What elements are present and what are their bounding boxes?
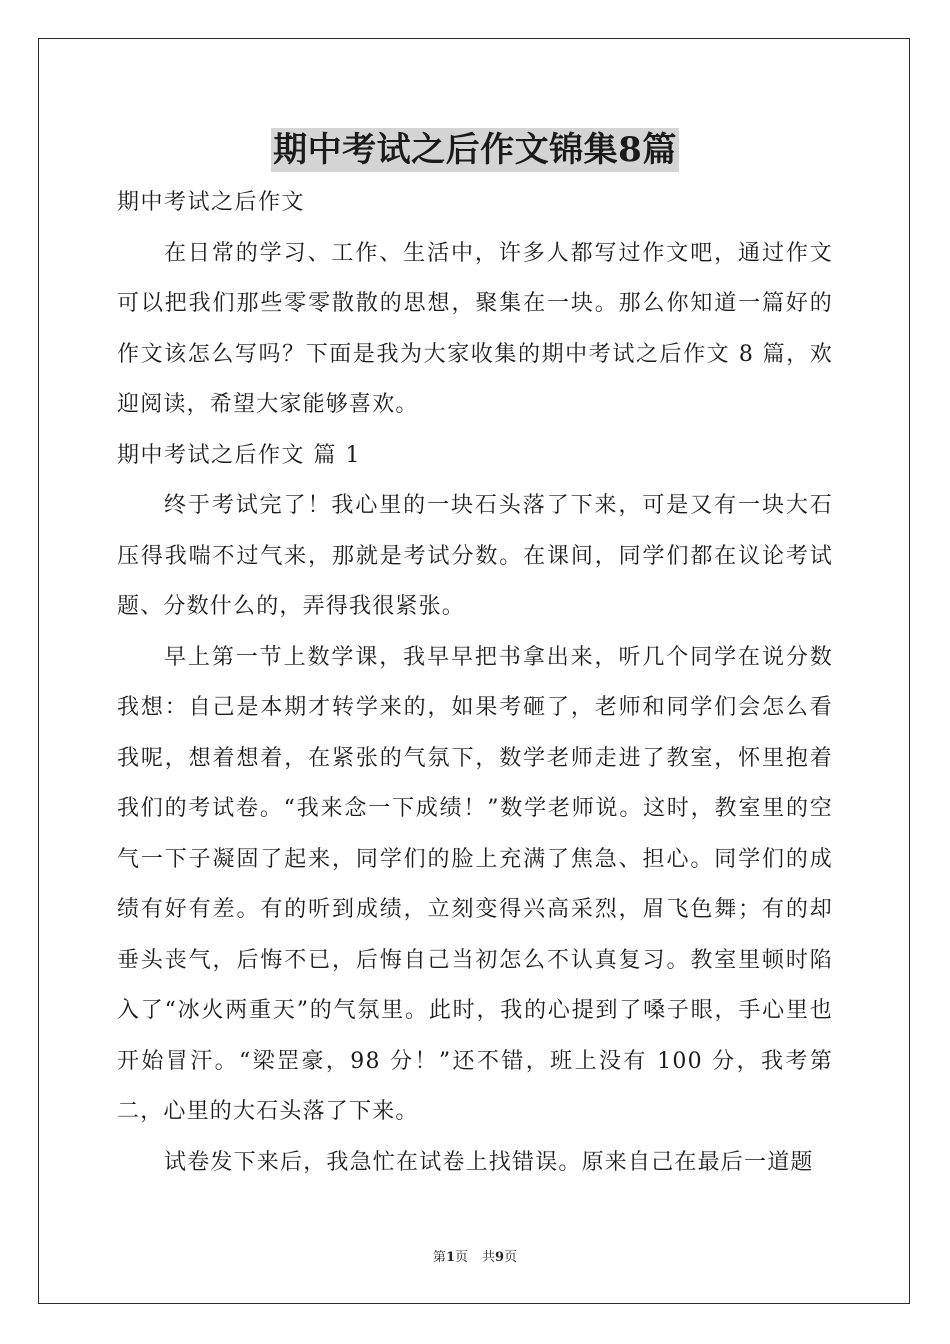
document-title: 期中考试之后作文锦集8篇 [273, 130, 677, 170]
title-container [0, 128, 950, 172]
total-suffix: 页 [504, 1250, 518, 1265]
section-heading: 期中考试之后作文 篇 1 [117, 442, 361, 468]
page-prefix: 第 [432, 1250, 446, 1265]
body-paragraph: 在日常的学习、工作、生活中，许多人都写过作文吧，通过作文可以把我们那些零零散散的思想，聚集在一块。那么你知道一篇好的作文该怎么写吗？下面是我为大家收集的期中考试之后作文 8 篇，欢迎阅读，希望大家能够喜欢。 [117, 240, 833, 417]
body-paragraph: 早上第一节上数学课，我早早把书拿出来，听几个同学在说分数我想：自己是本期才转学来的，如果考砸了，老师和同学们会怎么看我呢，想着想着，在紧张的气氛下，数学老师走进了教室，怀里抱着我们的考试卷。“我来念一下成绩！”数学老师说。这时，教室里的空气一下子凝固了起来，同学们的脸上充满了焦急、担心。同学们的成绩有好有差。有的听到成绩，立刻变得兴高采烈，眉飞色舞；有的却垂头丧气，后悔不已，后悔自己当初怎么不认真复习。教室里顿时陷入了“冰火两重天”的气氛里。此时，我的心提到了嗓子眼，手心里也开始冒汗。“梁罡豪，98 分！”还不错，班上没有 100 分，我考第二，心里的大石头落了下来。 [117, 644, 833, 1124]
total-page-count: 9 [495, 1250, 505, 1265]
page-footer [0, 1246, 950, 1265]
body-paragraph: 终于考试完了！我心里的一块石头落了下来，可是又有一块大石压得我喘不过气来，那就是考试分数。在课间，同学们都在议论考试题、分数什么的，弄得我很紧张。 [117, 493, 833, 619]
current-page-number: 1 [445, 1250, 455, 1265]
body-paragraph: 试卷发下来后，我急忙在试卷上找错误。原来自己在最后一道题 [164, 1149, 814, 1175]
page-suffix: 页 [454, 1250, 468, 1265]
total-prefix: 共 [482, 1250, 496, 1265]
document-body [117, 178, 833, 1188]
section-heading: 期中考试之后作文 [117, 190, 306, 215]
